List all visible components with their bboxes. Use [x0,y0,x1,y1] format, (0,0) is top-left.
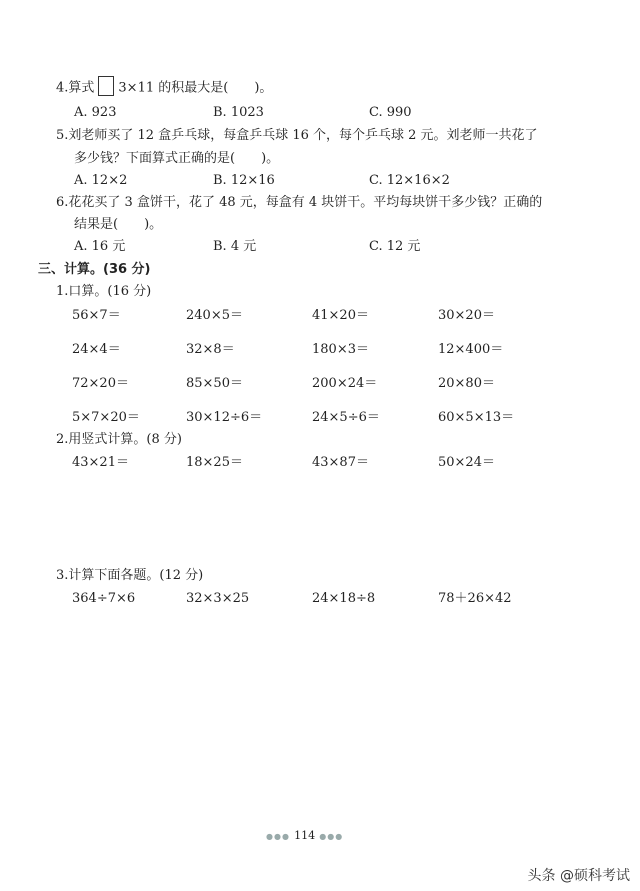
compute-item: 364÷7×6 [72,591,136,606]
section3-title: 三、计算。(36 分) [38,262,151,277]
q6-option-b: B. 4 元 [213,239,257,254]
oral-item: 56×7＝ [72,308,121,323]
compute-item: 24×18÷8 [312,591,376,606]
vertical-item: 43×87＝ [312,455,369,470]
q6-line1: 6.花花买了 3 盒饼干，花了 48 元，每盒有 4 块饼干。平均每块饼干多少钱？正确的 [56,195,543,210]
q5-line1: 5.刘老师买了 12 盒乒乓球，每盒乒乓球 16 个，每个乒乓球 2 元。刘老师一共花了 [56,128,538,143]
oral-item: 32×8＝ [186,342,235,357]
page-number-group [266,828,343,845]
q4-line [56,80,272,97]
answer-box[interactable] [98,76,114,96]
vertical-heading: 2.用竖式计算。(8 分) [56,432,182,447]
q5-option-a: A. 12×2 [74,173,128,188]
q4-option-c: C. 990 [369,105,412,120]
oral-item: 30×12÷6＝ [186,410,263,425]
vertical-item: 50×24＝ [438,455,495,470]
oral-item: 12×400＝ [438,342,504,357]
oral-item: 5×7×20＝ [72,410,140,425]
oral-item: 24×5÷6＝ [312,410,380,425]
oral-heading: 1.口算。(16 分) [56,284,152,299]
q5-option-b: B. 12×16 [213,173,275,188]
page-number: 114 [294,829,316,842]
oral-item: 200×24＝ [312,376,378,391]
q5-option-c: C. 12×16×2 [369,173,450,188]
compute-item: 78＋26×42 [438,591,512,606]
q4-option-a: A. 923 [74,105,117,120]
q5-line2: 多少钱？下面算式正确的是( )。 [74,151,280,166]
compute-item: 32×3×25 [186,591,250,606]
q6-option-c: C. 12 元 [369,239,421,254]
oral-item: 20×80＝ [438,376,495,391]
dots-decoration-right: ●●● [319,832,344,841]
q6-option-a: A. 16 元 [74,239,126,254]
vertical-item: 18×25＝ [186,455,243,470]
oral-item: 24×4＝ [72,342,121,357]
oral-item: 180×3＝ [312,342,369,357]
q4-suffix: 3×11 的积最大是( )。 [118,80,273,96]
oral-item: 85×50＝ [186,376,243,391]
vertical-item: 43×21＝ [72,455,129,470]
oral-item: 240×5＝ [186,308,243,323]
q4-option-b: B. 1023 [213,105,264,120]
oral-item: 72×20＝ [72,376,129,391]
compute-heading: 3.计算下面各题。(12 分) [56,568,204,583]
dots-decoration-left: ●●● [266,832,290,841]
oral-item: 41×20＝ [312,308,369,323]
oral-item: 30×20＝ [438,308,495,323]
q6-line2: 结果是( )。 [74,217,163,232]
oral-item: 60×5×13＝ [438,410,515,425]
watermark: 头条 @硕科考试 [527,868,630,884]
q4-prefix: 4.算式 [56,80,95,96]
